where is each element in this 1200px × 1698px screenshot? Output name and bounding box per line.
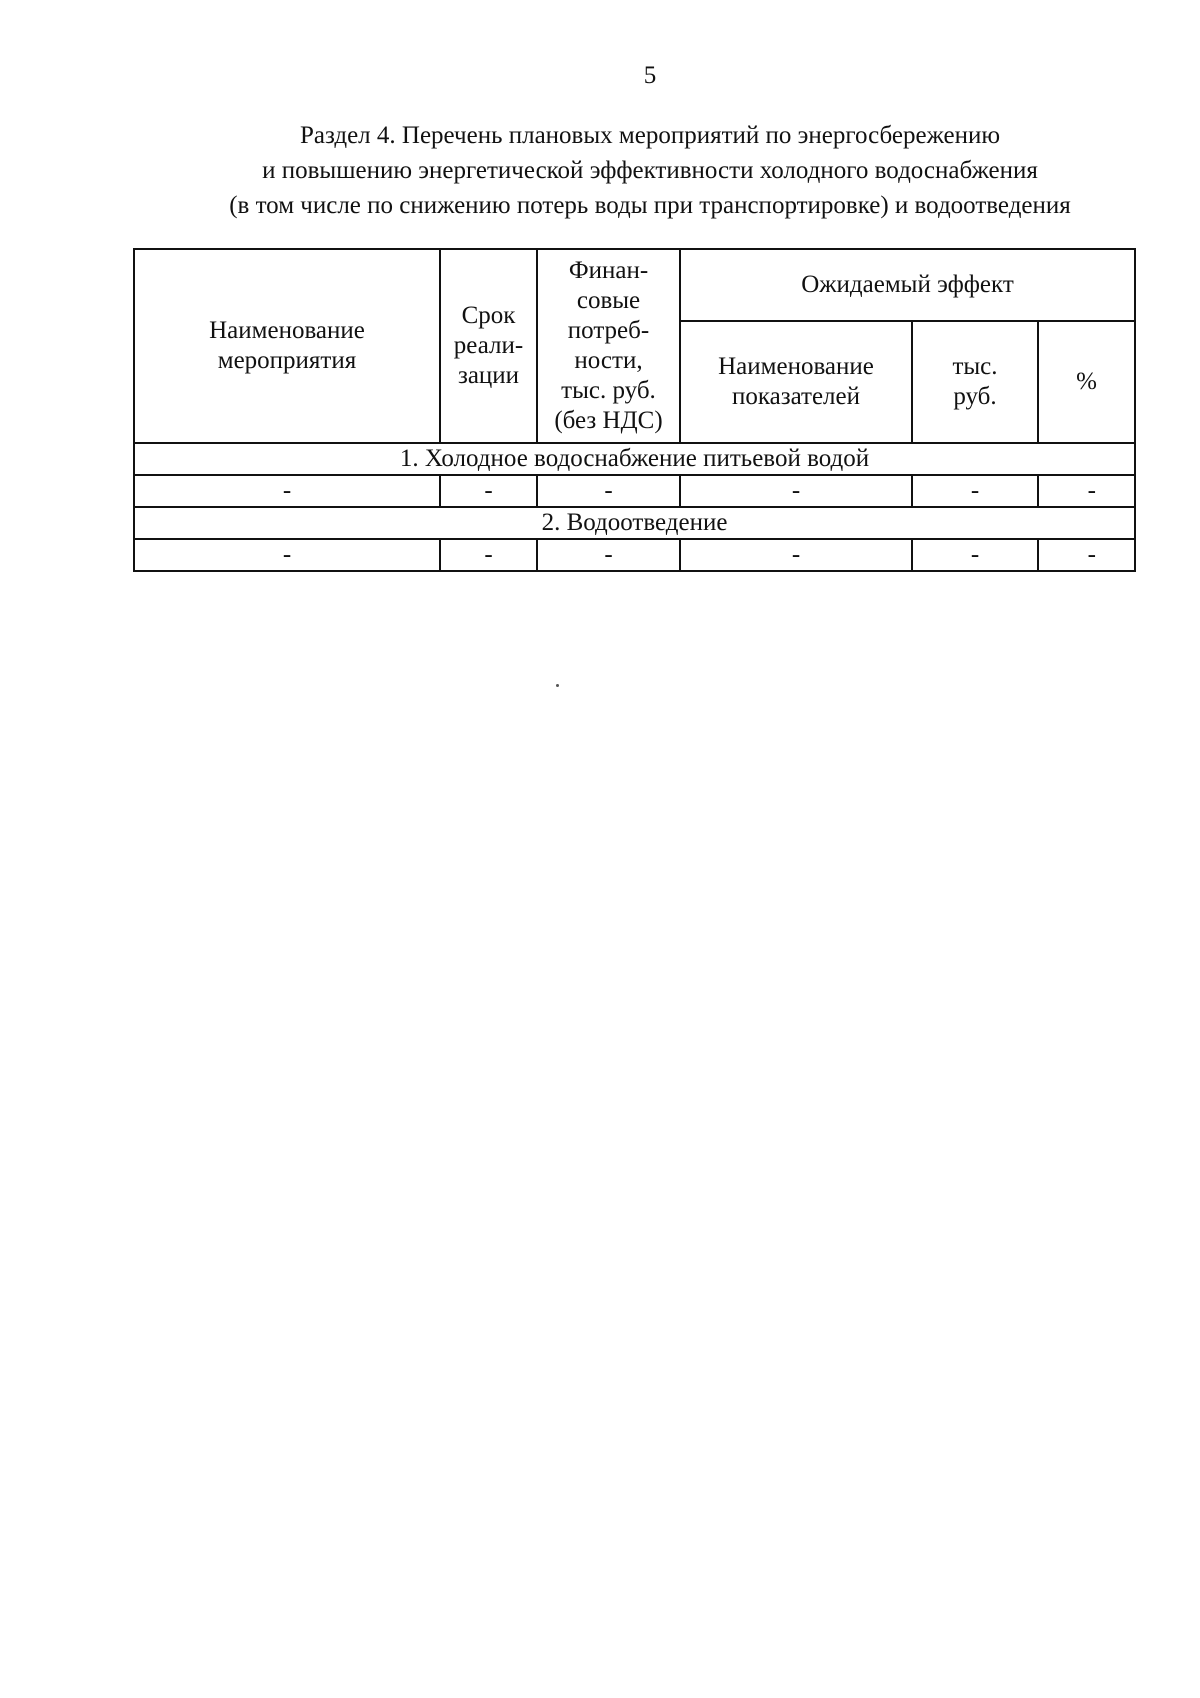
section-title-wastewater: 2. Водоотведение [134,507,1135,539]
table-cell: - [912,539,1038,571]
header-expected-effect: Ожидаемый эффект [680,249,1135,321]
table-row [134,539,1135,571]
header-row [134,249,1135,321]
table-cell: - [134,539,440,571]
table-cell: - [537,475,680,507]
table-row [134,475,1135,507]
section-row [134,507,1135,539]
header-implementation-term: Срок реали- зации [440,249,537,443]
title-line: Раздел 4. Перечень плановых мероприятий по энергосбережению [299,122,1001,149]
header-percent: % [1038,321,1135,443]
title-line: (в том числе по снижению потерь воды при транспортировке) и водоотведения [229,192,1071,219]
table-cell: - [537,539,680,571]
section-title-cold-water: 1. Холодное водоснабжение питьевой водой [134,443,1135,475]
table-cell: - [440,539,537,571]
measures-table [133,248,1136,572]
section-title [100,118,1200,223]
table-cell: - [1038,539,1135,571]
page-number: 5 [643,62,657,89]
table-cell: - [680,539,912,571]
table-cell: - [440,475,537,507]
scan-speck [556,684,559,687]
table-cell: - [912,475,1038,507]
header-indicator-name: Наименование показателей [680,321,912,443]
header-thousand-rubles: тыс. руб. [912,321,1038,443]
header-financial-needs: Финан- совые потреб- ности, тыс. руб. (без НДС) [537,249,680,443]
section-row [134,443,1135,475]
header-measure-name: Наименование мероприятия [134,249,440,443]
table-cell: - [134,475,440,507]
title-line: и повышению энергетической эффективности холодного водоснабжения [262,157,1038,184]
table-cell: - [1038,475,1135,507]
table-cell: - [680,475,912,507]
